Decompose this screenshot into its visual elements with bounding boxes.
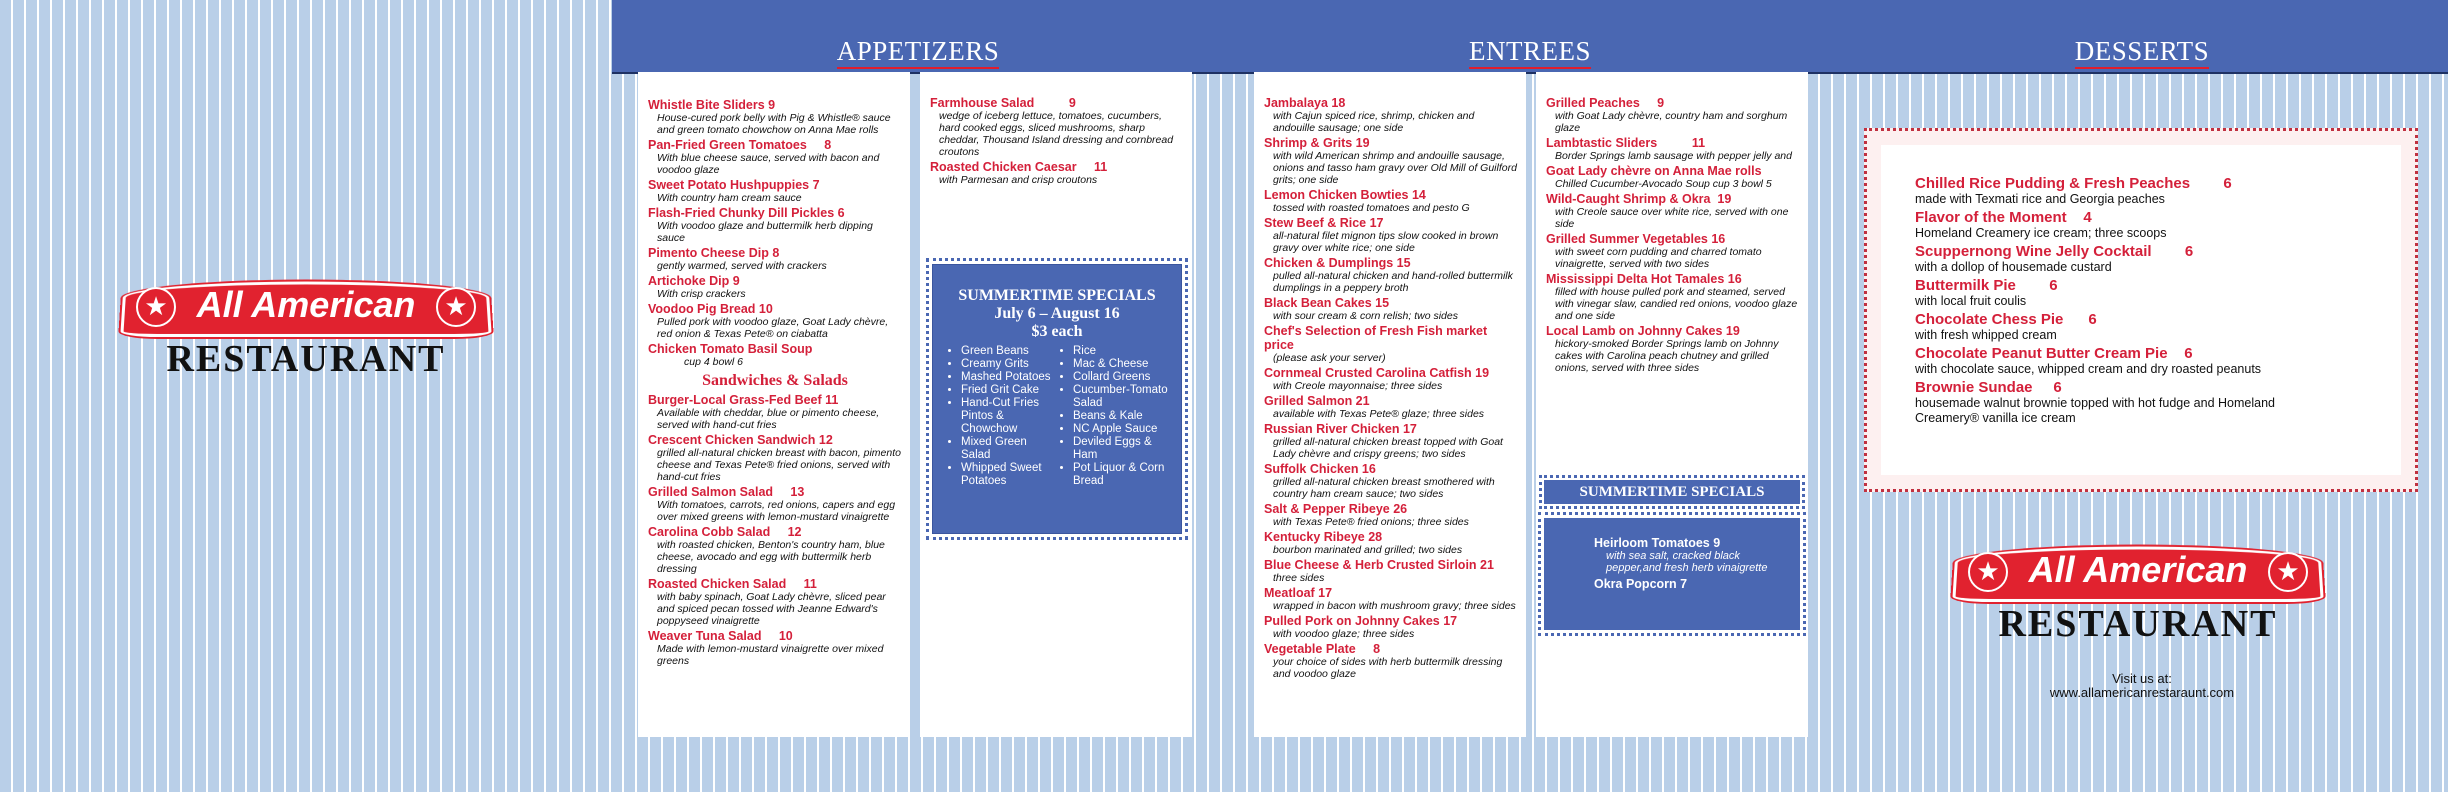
logo-restaurant: RESTAURANT <box>1998 603 2278 645</box>
desserts-frame <box>1864 128 2418 492</box>
dessert-item: Chocolate Peanut Butter Cream Pie 6 with chocolate sauce, whipped cream and dry roasted peanuts <box>1915 345 2262 376</box>
appetizers-header <box>612 0 1224 74</box>
menu-item: Farmhouse Salad 9 wedge of iceberg lettuce, tomatoes, cucumbers, hard cooked eggs, sliced mushrooms, sharp cheddar, Thousand Island dressing and cornbread croutons <box>930 96 1174 158</box>
list-item: • Collard Greens <box>1073 371 1175 384</box>
menu-item: Chef's Selection of Fresh Fish market price (please ask your server) <box>1264 324 1488 364</box>
menu-item: Suffolk Chicken 16 grilled all-natural chicken breast smothered with country ham cream sauce; two sides <box>1264 462 1495 500</box>
menu-item: Pimento Cheese Dip 8 gently warmed, served with crackers <box>648 246 827 272</box>
appetizers-title: APPETIZERS <box>837 36 1000 69</box>
menu-item: Voodoo Pig Bread 10 Pulled pork with voodoo glaze, Goat Lady chèvre, red onion & Texas Pete® on ciabatta <box>648 302 889 340</box>
menu-item: Grilled Salmon Salad 13 With tomatoes, carrots, red onions, capers and egg over mixed greens with lemon-mustard vinaigrette <box>648 485 896 523</box>
menu-item: Wild-Caught Shrimp & Okra 19 with Creole sauce over white rice, served with one side <box>1546 192 1789 230</box>
specials-price: $3 each <box>1031 323 1083 340</box>
menu-item: Grilled Peaches 9 with Goat Lady chèvre, country ham and sorghum glaze <box>1546 96 1788 134</box>
menu-item: Carolina Cobb Salad 12 with roasted chicken, Benton's country ham, blue cheese, avocado and egg with buttermilk herb dressing <box>648 525 885 575</box>
logo-text: All American <box>196 284 416 325</box>
entrees-header <box>1224 0 1836 74</box>
dessert-item: Buttermilk Pie 6 with local fruit coulis <box>1915 277 2058 308</box>
appetizers-panel <box>612 0 1224 792</box>
menu-item: Sweet Potato Hushpuppies 7 With country ham cream sauce <box>648 178 820 204</box>
list-item: • Mashed Potatoes <box>961 371 1059 384</box>
summer-specials-bar: SUMMERTIME SPECIALS <box>1544 480 1800 504</box>
menu-item: Mississippi Delta Hot Tamales 16 filled with house pulled pork and steamed, served with vinegar slaw, candied red onions, voodoo glaze and one side <box>1546 272 1798 322</box>
list-item: • Hand-Cut Fries Pintos & Chowchow <box>961 397 1059 436</box>
list-item: • Mac & Cheese <box>1073 358 1175 371</box>
menu-item: Grilled Salmon 21 available with Texas Pete® glaze; three sides <box>1264 394 1485 420</box>
menu-item: Lemon Chicken Bowties 14 tossed with roasted tomatoes and pesto G <box>1264 188 1470 214</box>
appetizers-column-2 <box>920 72 1192 737</box>
menu-item: Crescent Chicken Sandwich 12 grilled all-natural chicken breast with bacon, pimento cheese and Texas Pete® fried onions, served with hand-cut fries <box>648 433 901 483</box>
menu-item: Stew Beef & Rice 17 all-natural filet mignon tips slow cooked in brown gravy over white rice; one side <box>1264 216 1499 254</box>
menu-item: Blue Cheese & Herb Crusted Sirloin 21 three sides <box>1264 558 1494 584</box>
specials-list-left <box>947 345 1059 488</box>
menu-item: Vegetable Plate 8 your choice of sides with herb buttermilk dressing and voodoo glaze <box>1264 642 1503 680</box>
star-icon: ★ <box>136 287 176 327</box>
menu-item: Shrimp & Grits 19 with wild American shrimp and andouille sausage, onions and tasso ham gravy over Old Mill of Guilford grits; one side <box>1264 136 1517 186</box>
dessert-item: Brownie Sundae 6 housemade walnut brownie topped with hot fudge and Homeland Creamery® vanilla ice cream <box>1915 379 2275 425</box>
menu-item: Kentucky Ribeye 28 bourbon marinated and grilled; two sides <box>1264 530 1463 556</box>
menu-item: Chicken & Dumplings 15 pulled all-natural chicken and hand-rolled buttermilk dumplings in a peppery broth <box>1264 256 1513 294</box>
desserts-panel <box>1836 0 2448 792</box>
sandwiches-heading: Sandwiches & Salads <box>702 372 848 389</box>
specials-list-right <box>1059 345 1175 488</box>
star-icon: ★ <box>436 287 476 327</box>
menu-item: Chicken Tomato Basil Soup cup 4 bowl 6 <box>648 342 813 368</box>
dessert-item: Flavor of the Moment 4 Homeland Creamery ice cream; three scoops <box>1915 209 2167 240</box>
special-item-name: Heirloom Tomatoes 9 <box>1594 536 1721 550</box>
specials-dates: July 6 – August 16 <box>994 305 1120 322</box>
menu-item: Whistle Bite Sliders 9 House-cured pork belly with Pig & Whistle® sauce and green tomato chowchow on Anna Mae rolls <box>648 98 891 136</box>
visit-label: Visit us at: <box>2112 671 2172 686</box>
summer-specials-box <box>932 264 1182 534</box>
dessert-item: Scuppernong Wine Jelly Cocktail 6 with a dollop of housemade custard <box>1915 243 2194 274</box>
list-item: • NC Apple Sauce <box>1073 423 1175 436</box>
list-item: • Creamy Grits <box>961 358 1059 371</box>
menu-item: Burger-Local Grass-Fed Beef 11 Available with cheddar, blue or pimento cheese, served with hand-cut fries <box>648 393 880 431</box>
menu-item: Grilled Summer Vegetables 16 with sweet corn pudding and charred tomato vinaigrette, served with two sides <box>1546 232 1762 270</box>
desserts-header <box>1836 0 2448 74</box>
logo-restaurant: RESTAURANT <box>166 338 446 380</box>
entrees-column-1 <box>1254 72 1526 737</box>
menu-item: Local Lamb on Johnny Cakes 19 hickory-smoked Border Springs lamb on Johnny cakes with Carolina peach chutney and grilled onions, served with three sides <box>1546 324 1779 374</box>
entrees-column-2 <box>1536 72 1808 737</box>
visit-us <box>1936 672 2348 700</box>
summer-specials-box-2 <box>1544 518 1800 630</box>
list-item: • Rice <box>1073 345 1175 358</box>
dessert-item: Chocolate Chess Pie 6 with fresh whipped cream <box>1915 311 2097 342</box>
list-item: • Cucumber-Tomato Salad <box>1073 384 1175 410</box>
dessert-item: Chilled Rice Pudding & Fresh Peaches 6 made with Texmati rice and Georgia peaches <box>1915 175 2232 206</box>
menu-item: Lambtastic Sliders 11 Border Springs lamb sausage with pepper jelly and <box>1546 136 1792 162</box>
appetizers-column-1 <box>638 72 910 737</box>
menu-item: Meatloaf 17 wrapped in bacon with mushroom gravy; three sides <box>1264 586 1516 612</box>
logo-back <box>1950 540 2326 650</box>
menu-item: Roasted Chicken Caesar 11 with Parmesan and crisp croutons <box>930 160 1108 186</box>
list-item: • Beans & Kale <box>1073 410 1175 423</box>
menu-item: Russian River Chicken 17 grilled all-natural chicken breast topped with Goat Lady chèvre and crispy greens; two sides <box>1264 422 1503 460</box>
star-icon: ★ <box>1968 552 2008 592</box>
list-item: • Fried Grit Cake <box>961 384 1059 397</box>
menu-item: Pan-Fried Green Tomatoes 8 With blue cheese sauce, served with bacon and voodoo glaze <box>648 138 880 176</box>
menu-item: Flash-Fried Chunky Dill Pickles 6 With voodoo glaze and buttermilk herb dipping sauce <box>648 206 873 244</box>
front-panel <box>0 0 612 792</box>
menu-item: Goat Lady chèvre on Anna Mae rolls Chilled Cucumber-Avocado Soup cup 3 bowl 5 <box>1546 164 1772 190</box>
menu-item: Salt & Pepper Ribeye 26 with Texas Pete® fried onions; three sides <box>1264 502 1469 528</box>
special-item-name: Okra Popcorn 7 <box>1594 577 1688 591</box>
website-link[interactable]: www.allamericanrestaraunt.com <box>2049 685 2235 700</box>
desserts-title: DESSERTS <box>2075 36 2209 69</box>
menu-item: Roasted Chicken Salad 11 with baby spinach, Goat Lady chèvre, sliced pear and spiced pecan tossed with Jeanne Edward's poppyseed vinaigrette <box>648 577 886 627</box>
desserts-list <box>1881 145 2401 475</box>
menu-item: Cornmeal Crusted Carolina Catfish 19 with Creole mayonnaise; three sides <box>1264 366 1490 392</box>
star-icon: ★ <box>2268 552 2308 592</box>
list-item: • Green Beans <box>961 345 1059 358</box>
list-item: • Deviled Eggs & Ham <box>1073 436 1175 462</box>
entrees-title: ENTREES <box>1469 36 1591 69</box>
logo-front <box>118 275 494 385</box>
menu-item: Pulled Pork on Johnny Cakes 17 with voodoo glaze; three sides <box>1264 614 1458 640</box>
list-item: • Mixed Green Salad <box>961 436 1059 462</box>
list-item: • Whipped Sweet Potatoes <box>961 462 1059 488</box>
entrees-panel <box>1224 0 1836 792</box>
menu-item: Artichoke Dip 9 With crisp crackers <box>648 274 746 300</box>
logo-text: All American <box>2028 549 2248 590</box>
menu-item: Weaver Tuna Salad 10 Made with lemon-mustard vinaigrette over mixed greens <box>648 629 884 667</box>
menu-item: Black Bean Cakes 15 with sour cream & corn relish; two sides <box>1264 296 1458 322</box>
specials-title: SUMMERTIME SPECIALS <box>958 287 1156 304</box>
list-item: • Pot Liquor & Corn Bread <box>1073 462 1175 488</box>
special-item-desc: with sea salt, cracked black pepper,and fresh herb vinaigrette <box>1606 550 1768 574</box>
menu-item: Jambalaya 18 with Cajun spiced rice, shrimp, chicken and andouille sausage; one side <box>1264 96 1475 134</box>
